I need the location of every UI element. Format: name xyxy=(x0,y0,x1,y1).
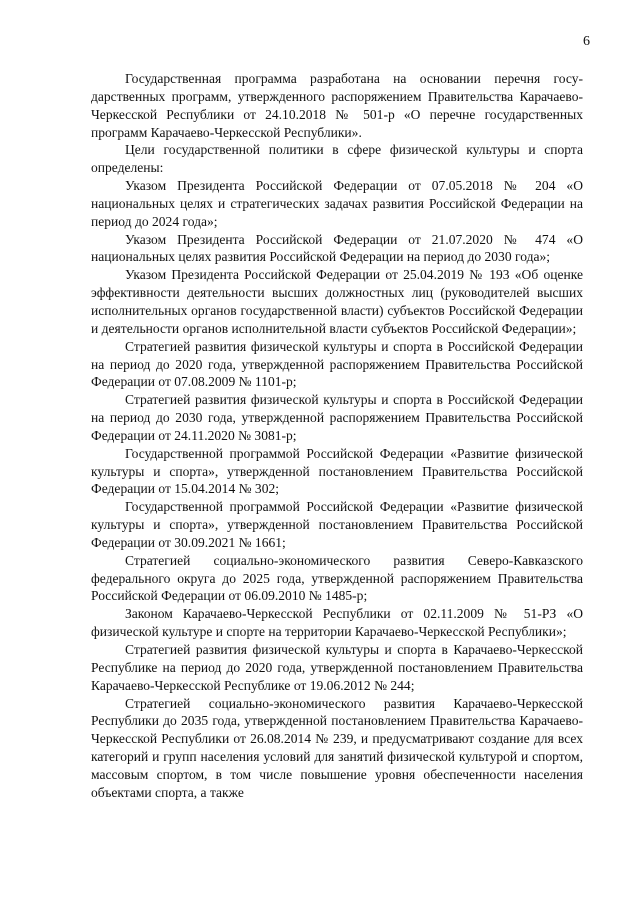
document-body xyxy=(91,70,583,802)
paragraph: Указом Президента Российской Федерации от 07.05.2018 № 204 «О национальных целях и стратегических задачах развития Российской Федерации на период до 2024 года»; xyxy=(91,178,583,229)
paragraph: Государственной программой Российской Федерации «Развитие физической культуры и спорта», утвержденной постановлением Правительства Российской Федерации от 15.04.2014 № 302; xyxy=(91,445,583,497)
paragraph: Стратегией развития физической культуры и спорта в Карачаево-Черкесской Республике на период до 2020 года, утвержденной постановлением Правительства Карачаево-Черкесской Республике от 19.06.2012 № 244; xyxy=(91,642,583,693)
paragraph: Стратегией социально-экономического развития Северо-Кавказского федерального округа до 2025 года, утвержденной распоряжением Правительства Российской Федерации от 06.09.2010 № 1485-р; xyxy=(91,552,583,604)
paragraph: Указом Президента Российской Федерации от 21.07.2020 № 474 «О национальных целях развития Российской Федерации на период до 2030 года»; xyxy=(91,231,583,265)
paragraph: Законом Карачаево-Черкесской Республики от 02.11.2009 № 51-РЗ «О физической культуре и спорте на территории Карачаево-Черкесской Республики»; xyxy=(91,606,583,640)
paragraph: Цели государственной политики в сфере физической культуры и спорта определены: xyxy=(91,142,583,176)
paragraph: Государственной программой Российской Федерации «Развитие физической культуры и спорта», утвержденной постановлением Правительства Российской Федерации от 30.09.2021 № 1661; xyxy=(91,499,583,550)
paragraph: Указом Президента Российской Федерации от 25.04.2019 № 193 «Об оценке эффективности деятельности высших должностных лиц (руководителей высших исполнительных органов государственной власти) субъектов Российской Федерации и деятельности органов исполнительной власти субъектов Российской Федерации»; xyxy=(91,267,583,336)
paragraph: Стратегией социально-экономического развития Карачаево-Черкесской Республики до 2035 года, утвержденной постановлением Правительства Карачаево-Черкесской Республики от 26.08.2014 № 239, и предусматривают создание для всех категорий и групп населения условий для занятий физической культурой и спортом, массовым спортом, в том числе повышение уровня обеспеченности населения объектами спорта, а также xyxy=(91,695,583,800)
page-number: 6 xyxy=(583,34,590,49)
paragraph: Государственная программа разработана на основании перечня государственных программ, утвержденного распоряжением Правительства Карачаево-Черкесской Республики от 24.10.2018 № 501-р «О перечне государственных программ Карачаево-Черкесской Республики». xyxy=(91,71,583,140)
paragraph: Стратегией развития физической культуры и спорта в Российской Федерации на период до 2020 года, утвержденной распоряжением Правительства Российской Федерации от 07.08.2009 № 1101-р; xyxy=(91,338,583,390)
paragraph: Стратегией развития физической культуры и спорта в Российской Федерации на период до 2030 года, утвержденной распоряжением Правительства Российской Федерации от 24.11.2020 № 3081-р; xyxy=(91,392,583,443)
